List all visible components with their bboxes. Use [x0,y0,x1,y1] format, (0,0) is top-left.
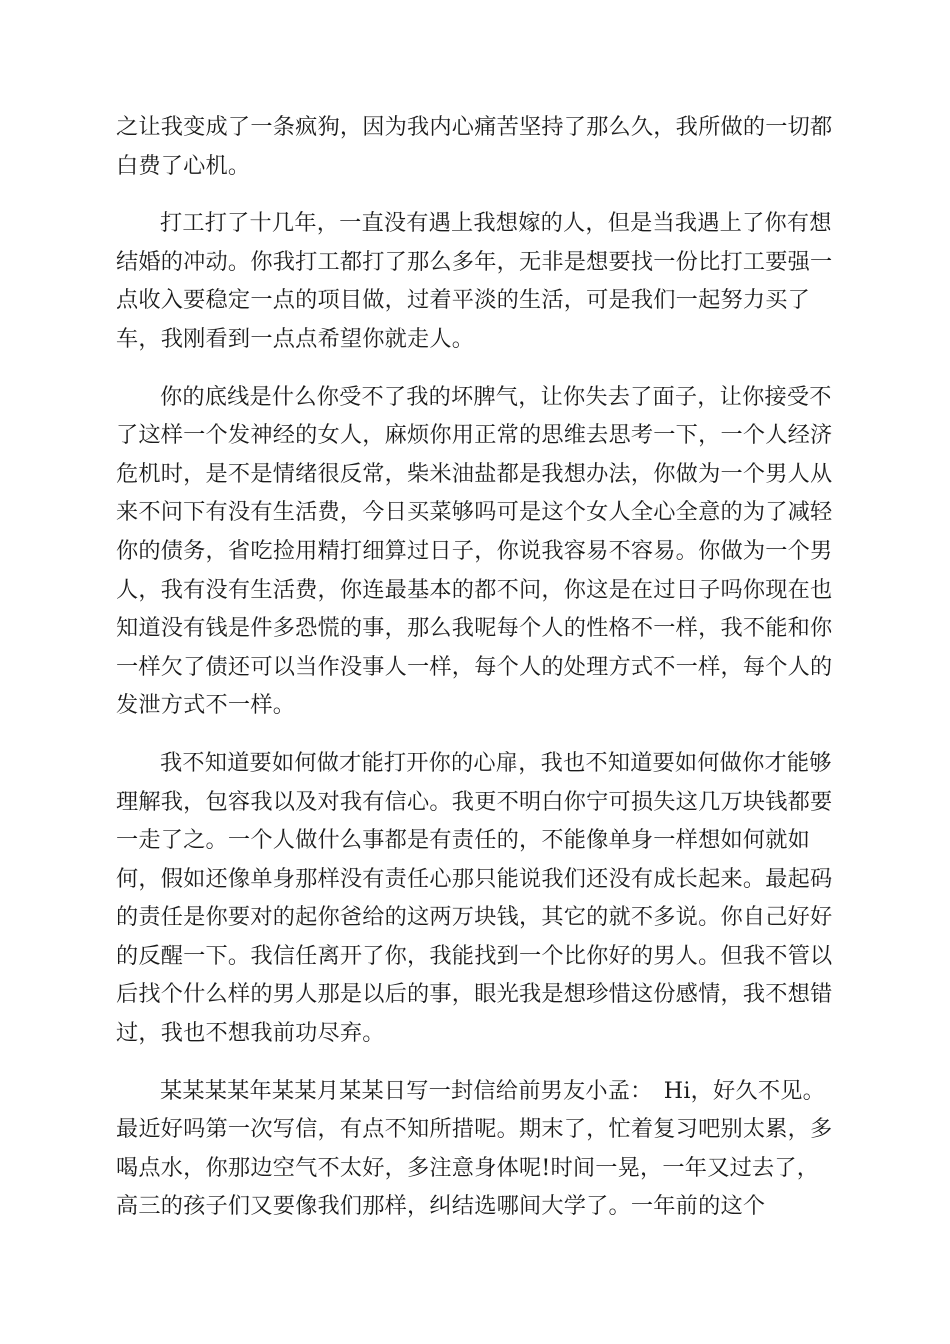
document-body [116,108,836,1245]
paragraph-2: 打工打了十几年，一直没有遇上我想嫁的人，但是当我遇上了你有想结婚的冲动。你我打工都打了那么多年，无非是想要找一份比打工要强一点收入要稳定一点的项目做，过着平淡的生活，可是我们一起努力买了车，我刚看到一点点希望你就走人。 [116,210,833,352]
paragraph-1: 之让我变成了一条疯狗，因为我内心痛苦坚持了那么久，我所做的一切都白费了心机。 [116,114,833,179]
paragraph-5: 某某某某年某某月某某日写一封信给前男友小孟： Hi，好久不见。最近好吗第一次写信，有点不知所措呢。期末了，忙着复习吧别太累，多喝点水，你那边空气不太好，多注意身体呢!时间一晃，一年又过去了，高三的孩子们又要像我们那样，纠结选哪间大学了。一年前的这个 [116,1077,833,1220]
paragraph-4: 我不知道要如何做才能打开你的心扉，我也不知道要如何做你才能够理解我，包容我以及对我有信心。我更不明白你宁可损失这几万块钱都要一走了之。一个人做什么事都是有责任的，不能像单身一样想如何就如何，假如还像单身那样没有责任心那只能说我们还没有成长起来。最起码的责任是你要对的起你爸给的这两万块钱，其它的就不多说。你自己好好的反醒一下。我信任离开了你，我能找到一个比你好的男人。但我不管以后找个什么样的男人那是以后的事，眼光我是想珍惜这份感情，我不想错过，我也不想我前功尽弃。 [116,749,833,1047]
paragraph-3: 你的底线是什么你受不了我的坏脾气，让你失去了面子，让你接受不了这样一个发神经的女人，麻烦你用正常的思维去思考一下，一个人经济危机时，是不是情绪很反常，柴米油盐都是我想办法，你做为一个男人从来不问下有没有生活费，今日买菜够吗可是这个女人全心全意的为了减轻你的债务，省吃捡用精打细算过日子，你说我容易不容易。你做为一个男人，我有没有生活费，你连最基本的都不问，你这是在过日子吗你现在也知道没有钱是件多恐慌的事，那么我呢每个人的性格不一样，我不能和你一样欠了债还可以当作没事人一样，每个人的处理方式不一样，每个人的发泄方式不一样。 [116,383,833,719]
